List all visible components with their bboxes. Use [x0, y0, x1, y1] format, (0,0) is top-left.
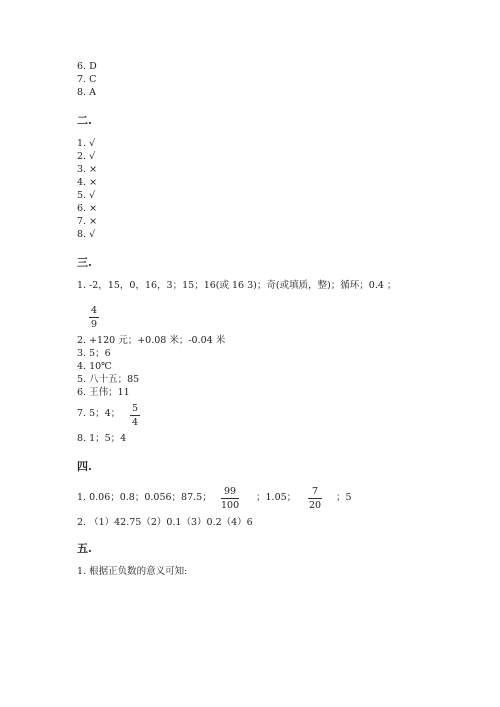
- section-heading: 五.: [77, 542, 92, 555]
- answer-line: 3. ×: [77, 164, 98, 175]
- answer-line: 2. （1）42.75（2）0.1（3）0.2（4）6: [77, 517, 253, 528]
- answer-line: 3. 5；6: [77, 348, 111, 359]
- fraction-numerator: 7: [311, 486, 319, 497]
- fraction: [130, 403, 140, 428]
- answer-line: 5. √: [77, 190, 96, 201]
- answer-line: 1. -2，15，0，16，3；15；16(或 16 3)；奇(或填质，整)；循环；0.4 ；: [77, 280, 397, 291]
- fraction-denominator: 20: [308, 500, 322, 511]
- answer-line-continued: ；5: [336, 492, 352, 503]
- answer-line: 2. +120 元；+0.08 米；-0.04 米: [77, 335, 226, 346]
- answer-line: 8. 1；5；4: [77, 433, 127, 444]
- answer-line: 1. 0.06；0.8；0.056；87.5；: [77, 492, 212, 503]
- answer-line: 7. ×: [77, 216, 98, 227]
- fraction: [89, 305, 99, 330]
- fraction: [221, 486, 239, 511]
- answer-line: 7. 5；4；: [77, 408, 121, 419]
- section-heading: 二.: [77, 114, 92, 127]
- fraction-denominator: 9: [90, 319, 98, 330]
- fraction: [308, 486, 322, 511]
- answer-line: 6. ×: [77, 203, 98, 214]
- fraction-bar: [130, 415, 140, 416]
- fraction-denominator: 4: [131, 417, 139, 428]
- section-heading: 三.: [77, 256, 92, 269]
- answer-line: 4. ×: [77, 177, 98, 188]
- section-heading: 四.: [77, 460, 92, 473]
- answer-line: 6. D: [77, 61, 97, 72]
- answer-line: 6. 王伟；11: [77, 387, 130, 398]
- answer-line: 8. √: [77, 229, 96, 240]
- answer-line: 1. √: [77, 138, 96, 149]
- fraction-denominator: 100: [221, 500, 240, 511]
- fraction-numerator: 5: [131, 403, 139, 414]
- answer-line: 5. 八十五；85: [77, 374, 140, 385]
- fraction-bar: [89, 317, 99, 318]
- answer-line: 1. 根据正负数的意义可知:: [77, 566, 188, 577]
- fraction-bar: [308, 498, 322, 499]
- answer-line: 7. C: [77, 74, 97, 85]
- answer-line: 2. √: [77, 151, 96, 162]
- answer-line-continued: ；1.05；: [256, 492, 297, 503]
- answer-line: 4. 10℃: [77, 361, 112, 372]
- fraction-bar: [221, 498, 239, 499]
- fraction-numerator: 4: [90, 305, 98, 316]
- fraction-numerator: 99: [223, 486, 237, 497]
- answer-line: 8. A: [77, 87, 96, 98]
